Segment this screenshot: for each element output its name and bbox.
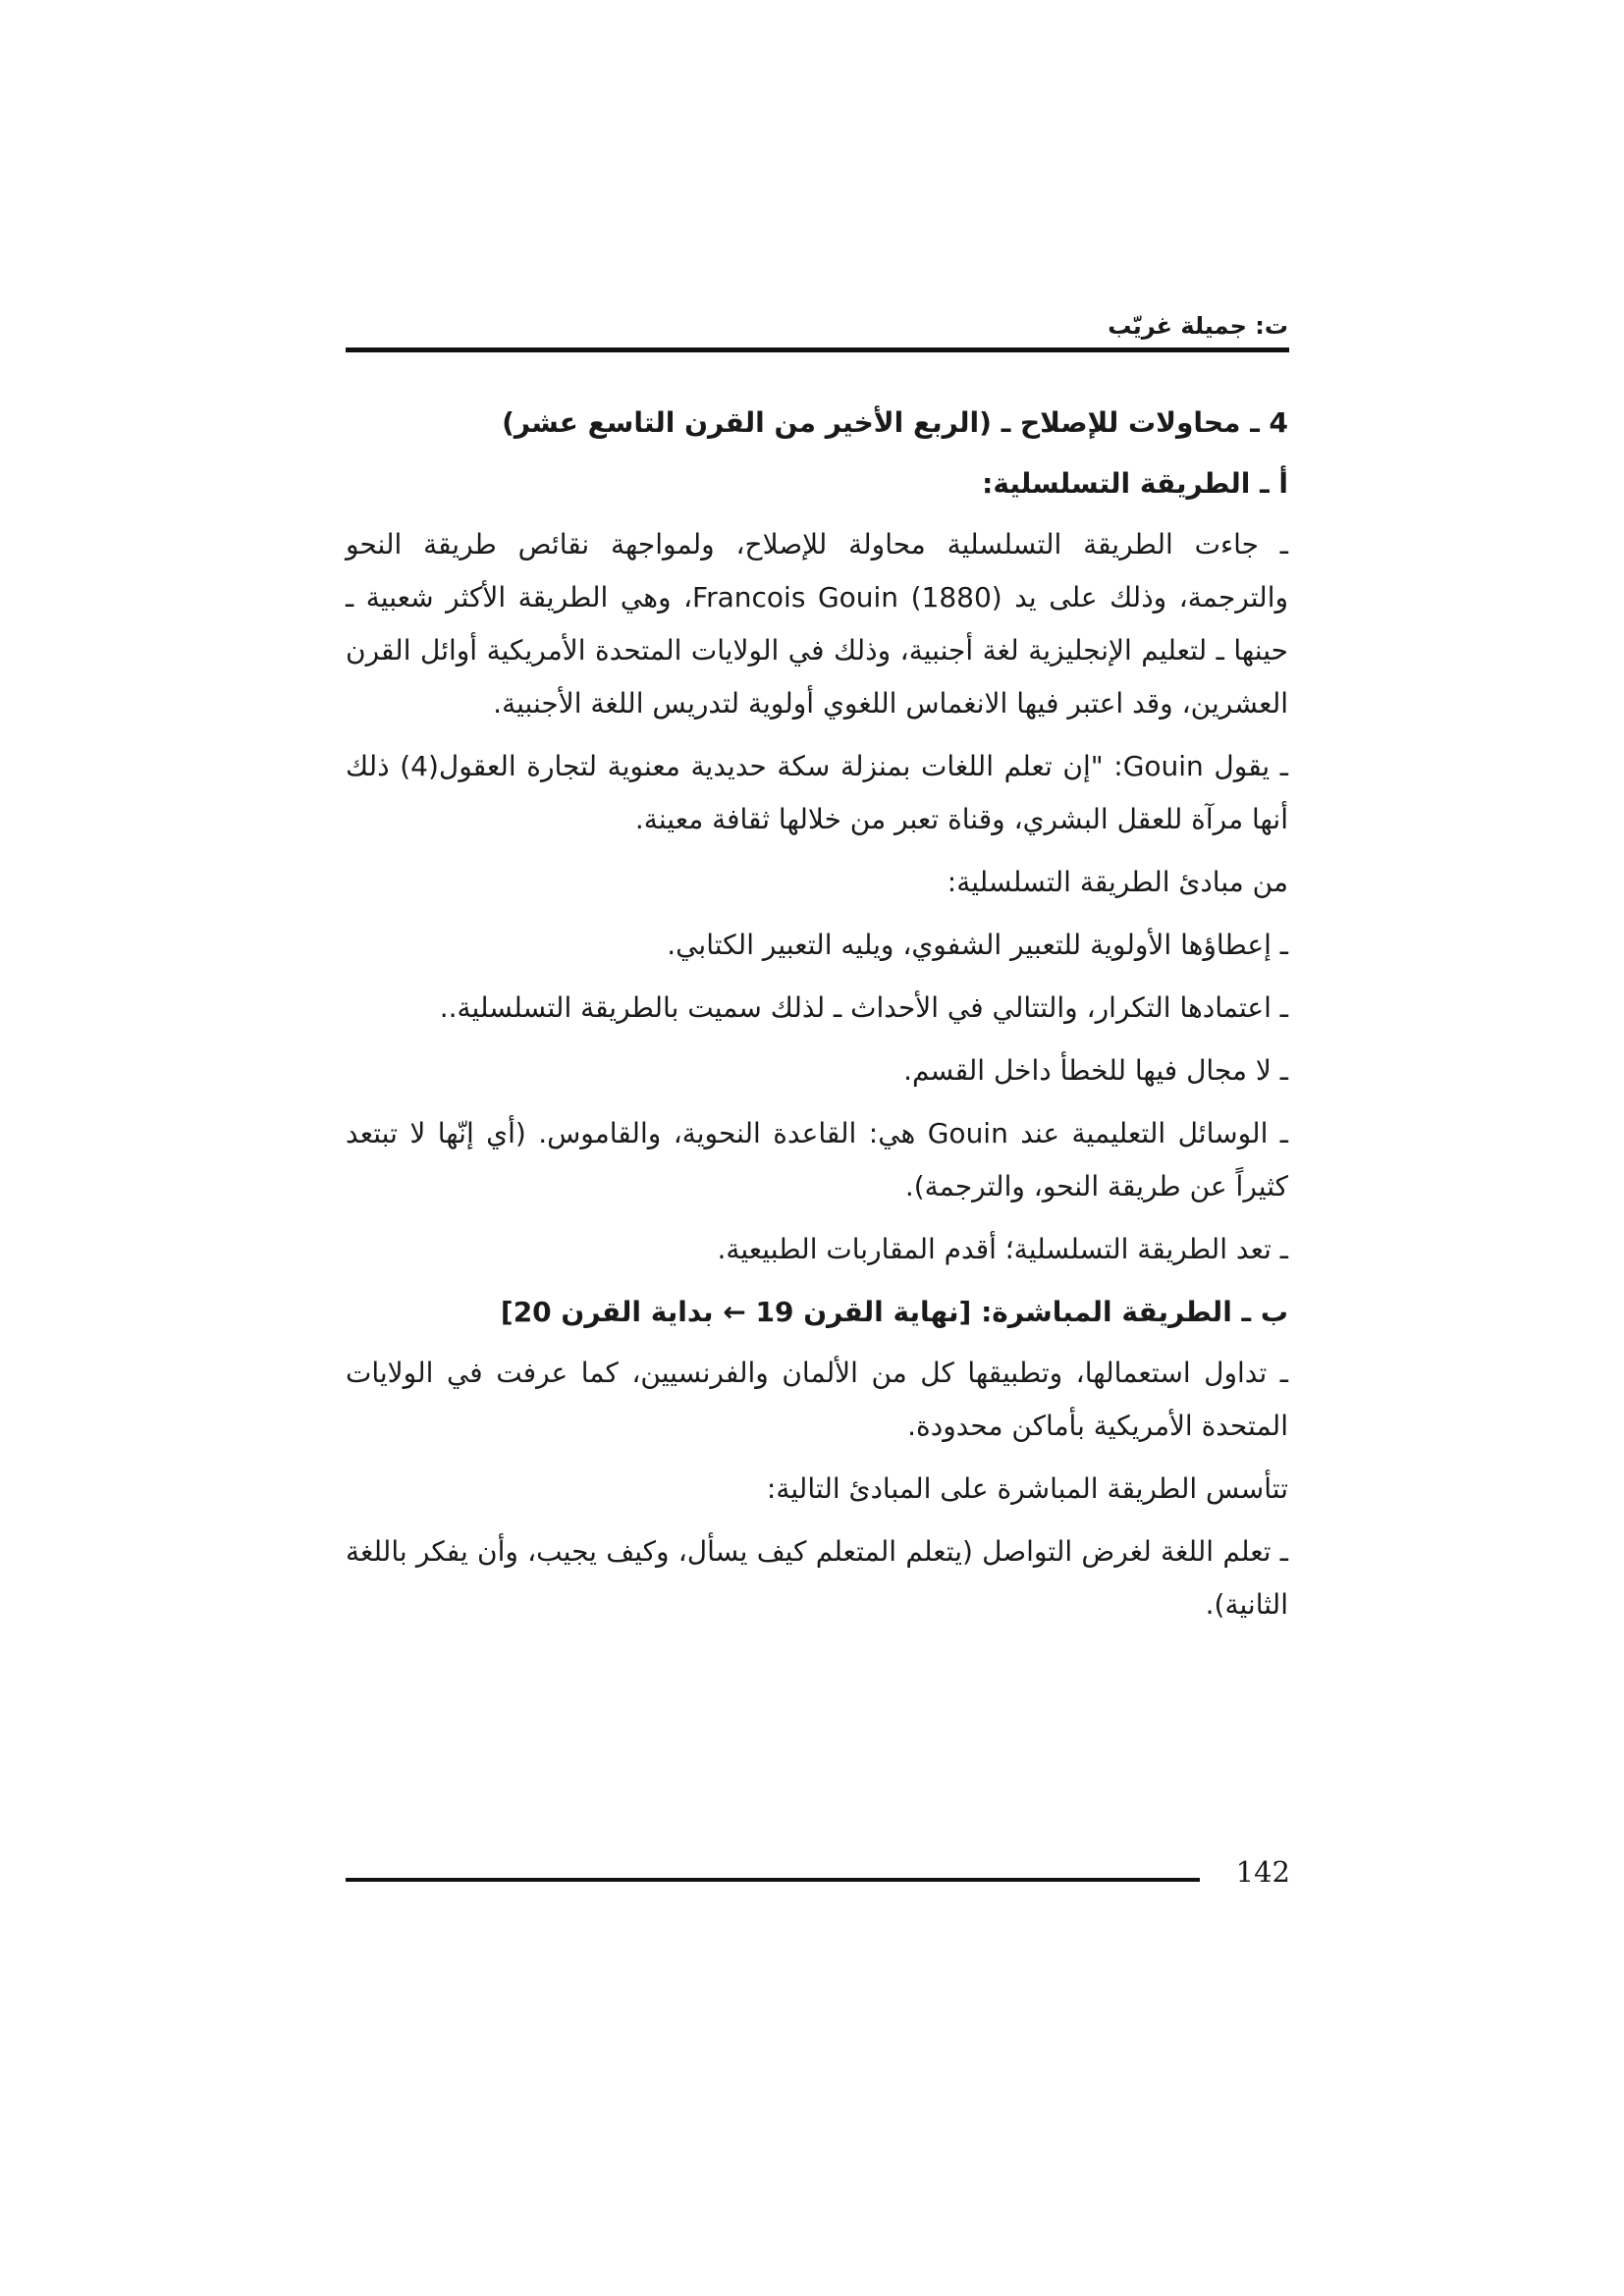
bullet-item: ـ لا مجال فيها للخطأ داخل القسم. <box>903 1054 1288 1087</box>
bullet-item: ـ إعطاؤها الأولوية للتعبير الشفوي، ويليه التعبير الكتابي. <box>667 929 1288 961</box>
bullet-item: ـ الوسائل التعليمية عند Gouin هي: القاعدة النحوية، والقاموس. (أي إنّها لا تبتعد كثيراً عن طريقة النحو، والترجمة). <box>346 1117 1289 1202</box>
page-content <box>346 397 1288 1641</box>
bullet-item: ـ تعد الطريقة التسلسلية؛ أقدم المقاربات الطبيعية. <box>717 1233 1288 1265</box>
paragraph-1: ـ جاءت الطريقة التسلسلية محاولة للإصلاح، ولمواجهة نقائص طريقة النحو والترجمة، وذلك على يد Francois Gouin (1880)، وهي الطريقة الأكثر شعبية ـ حينها ـ لتعليم الإنجليزية لغة أجنبية، وذلك في الولايات المتحدة الأمريكية أوائل القرن العشرين، وقد اعتبر فيها الانغماس اللغوي أولوية لتدريس اللغة الأجنبية. <box>346 528 1288 720</box>
bullet-item: ـ تداول استعمالها، وتطبيقها كل من الألمان والفرنسيين، كما عرفت في الولايات المتحدة الأمريكية بأماكن محدودة. <box>346 1357 1288 1442</box>
section-title: 4 ـ محاولات للإصلاح ـ (الربع الأخير من القرن التاسع عشر) <box>502 406 1288 439</box>
page-number: 142 <box>1235 1855 1290 1889</box>
paragraph-2: ـ يقول Gouin: "إن تعلم اللغات بمنزلة سكة حديدية معنوية لتجارة العقول(4) ذلك أنها مرآة للعقل البشري، وقناة تعبر من خلالها ثقافة معينة. <box>346 750 1288 835</box>
header-author: ت: جميلة غريّب <box>1108 312 1288 340</box>
principles-b-intro: تتأسس الطريقة المباشرة على المبادئ التالية: <box>766 1472 1288 1505</box>
header-rule <box>346 347 1289 352</box>
footer-rule <box>346 1878 1200 1882</box>
principles-a-intro: من مبادئ الطريقة التسلسلية: <box>947 866 1288 898</box>
bullet-item: ـ اعتمادها التكرار، والتتالي في الأحداث ـ لذلك سميت بالطريقة التسلسلية.. <box>439 991 1288 1024</box>
subsection-title-a: أ ـ الطريقة التسلسلية: <box>982 467 1288 500</box>
bullet-item: ـ تعلم اللغة لغرض التواصل (يتعلم المتعلم كيف يسأل، وكيف يجيب، وأن يفكر باللغة الثانية). <box>346 1535 1288 1621</box>
subsection-title-b: ب ـ الطريقة المباشرة: [نهاية القرن 19 ← بداية القرن 20] <box>500 1296 1288 1328</box>
